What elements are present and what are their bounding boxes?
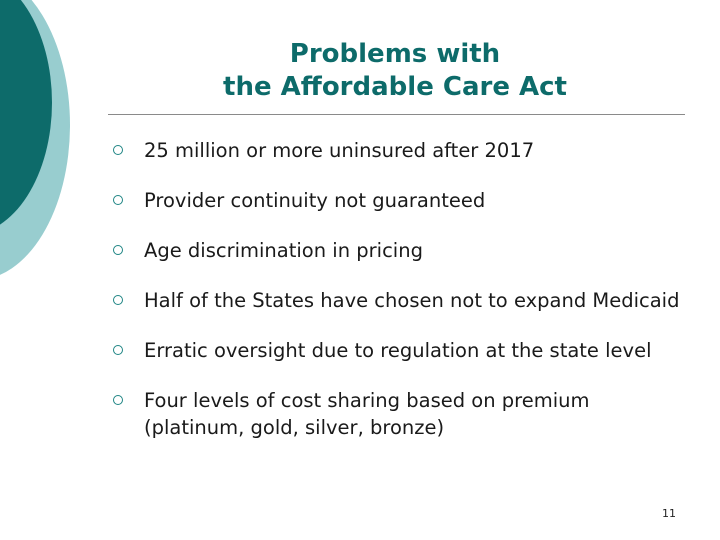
hollow-circle-bullet-icon [113, 295, 123, 305]
slide-title-line-1: Problems with [289, 39, 501, 69]
bullet-item [113, 137, 683, 164]
bullet-item [113, 387, 683, 441]
title-divider [108, 114, 685, 115]
bullet-text: Erratic oversight due to regulation at the state level [144, 339, 652, 362]
bullet-item [113, 337, 683, 364]
hollow-circle-bullet-icon [113, 395, 123, 405]
bullet-text: Half of the States have chosen not to expand Medicaid [144, 289, 680, 312]
bullet-list [113, 137, 683, 464]
bullet-item [113, 237, 683, 264]
bullet-text: 25 million or more uninsured after 2017 [144, 139, 535, 162]
bullet-item [113, 187, 683, 214]
slide-title [100, 38, 690, 104]
slide-title-line-2: the Affordable Care Act [223, 72, 567, 102]
slide-number: 11 [662, 507, 676, 520]
bullet-text: Provider continuity not guaranteed [144, 189, 486, 212]
hollow-circle-bullet-icon [113, 245, 123, 255]
bullet-text: Four levels of cost sharing based on premium (platinum, gold, silver, bronze) [144, 389, 590, 439]
hollow-circle-bullet-icon [113, 345, 123, 355]
bullet-text: Age discrimination in pricing [144, 239, 423, 262]
bullet-item [113, 287, 683, 314]
hollow-circle-bullet-icon [113, 195, 123, 205]
hollow-circle-bullet-icon [113, 145, 123, 155]
